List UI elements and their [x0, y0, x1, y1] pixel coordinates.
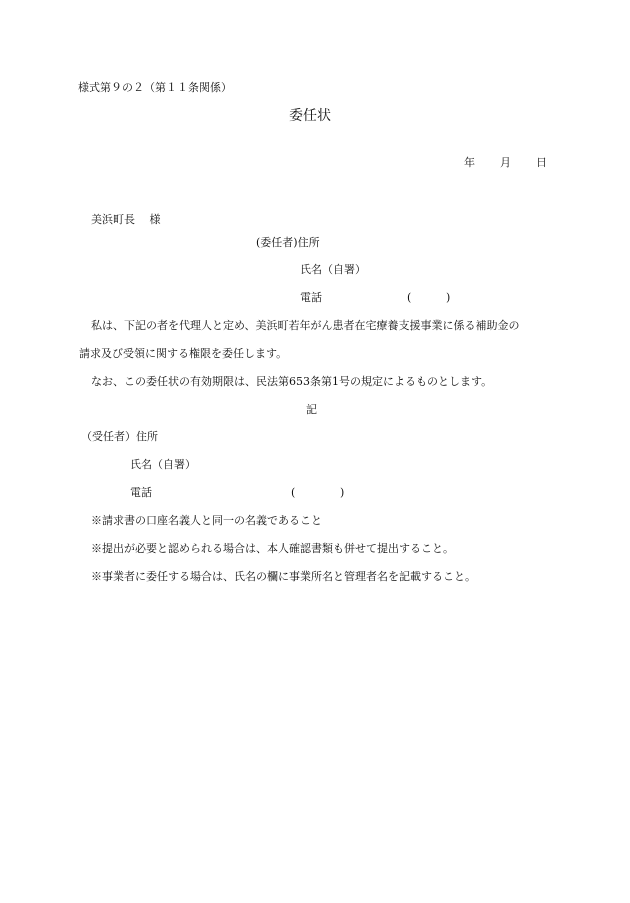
delegator-address-label: (委任者)住所: [256, 236, 320, 249]
body-paragraph-1-line-1: 私は、下記の者を代理人と定め、美浜町若年がん患者在宅療養支援事業に係る補助金の: [91, 319, 520, 332]
delegate-address-label: （受任者）住所: [81, 430, 158, 443]
delegator-name-label: 氏名（自署）: [300, 263, 366, 276]
note-3: ※事業者に委任する場合は、氏名の欄に事業所名と管理者名を記載すること。: [91, 570, 476, 583]
delegator-phone-label: 電話: [300, 291, 322, 304]
delegate-name-label: 氏名（自署）: [130, 458, 196, 471]
addressee: 美浜町長 様: [91, 213, 161, 226]
body-paragraph-2: なお、この委任状の有効期限は、民法第653条第1号の規定によるものとします。: [91, 375, 493, 388]
ki-heading: 記: [306, 403, 317, 416]
delegate-phone-label: 電話: [130, 486, 152, 499]
document-title: 委任状: [289, 108, 331, 124]
delegate-phone-paren-open: (: [291, 486, 296, 499]
date-day: 日: [536, 156, 547, 169]
note-2: ※提出が必要と認められる場合は、本人確認書類も併せて提出すること。: [91, 542, 454, 555]
delegate-phone-paren-close: ): [340, 486, 345, 499]
date-month: 月: [500, 156, 511, 169]
form-number: 様式第９の２（第１１条関係）: [78, 81, 232, 94]
delegator-phone-paren-open: (: [407, 291, 412, 304]
body-paragraph-1-line-2: 請求及び受領に関する権限を委任します。: [79, 347, 288, 360]
delegator-phone-paren-close: ): [446, 291, 451, 304]
date-year: 年: [464, 156, 475, 169]
note-1: ※請求書の口座名義人と同一の名義であること: [91, 514, 322, 527]
